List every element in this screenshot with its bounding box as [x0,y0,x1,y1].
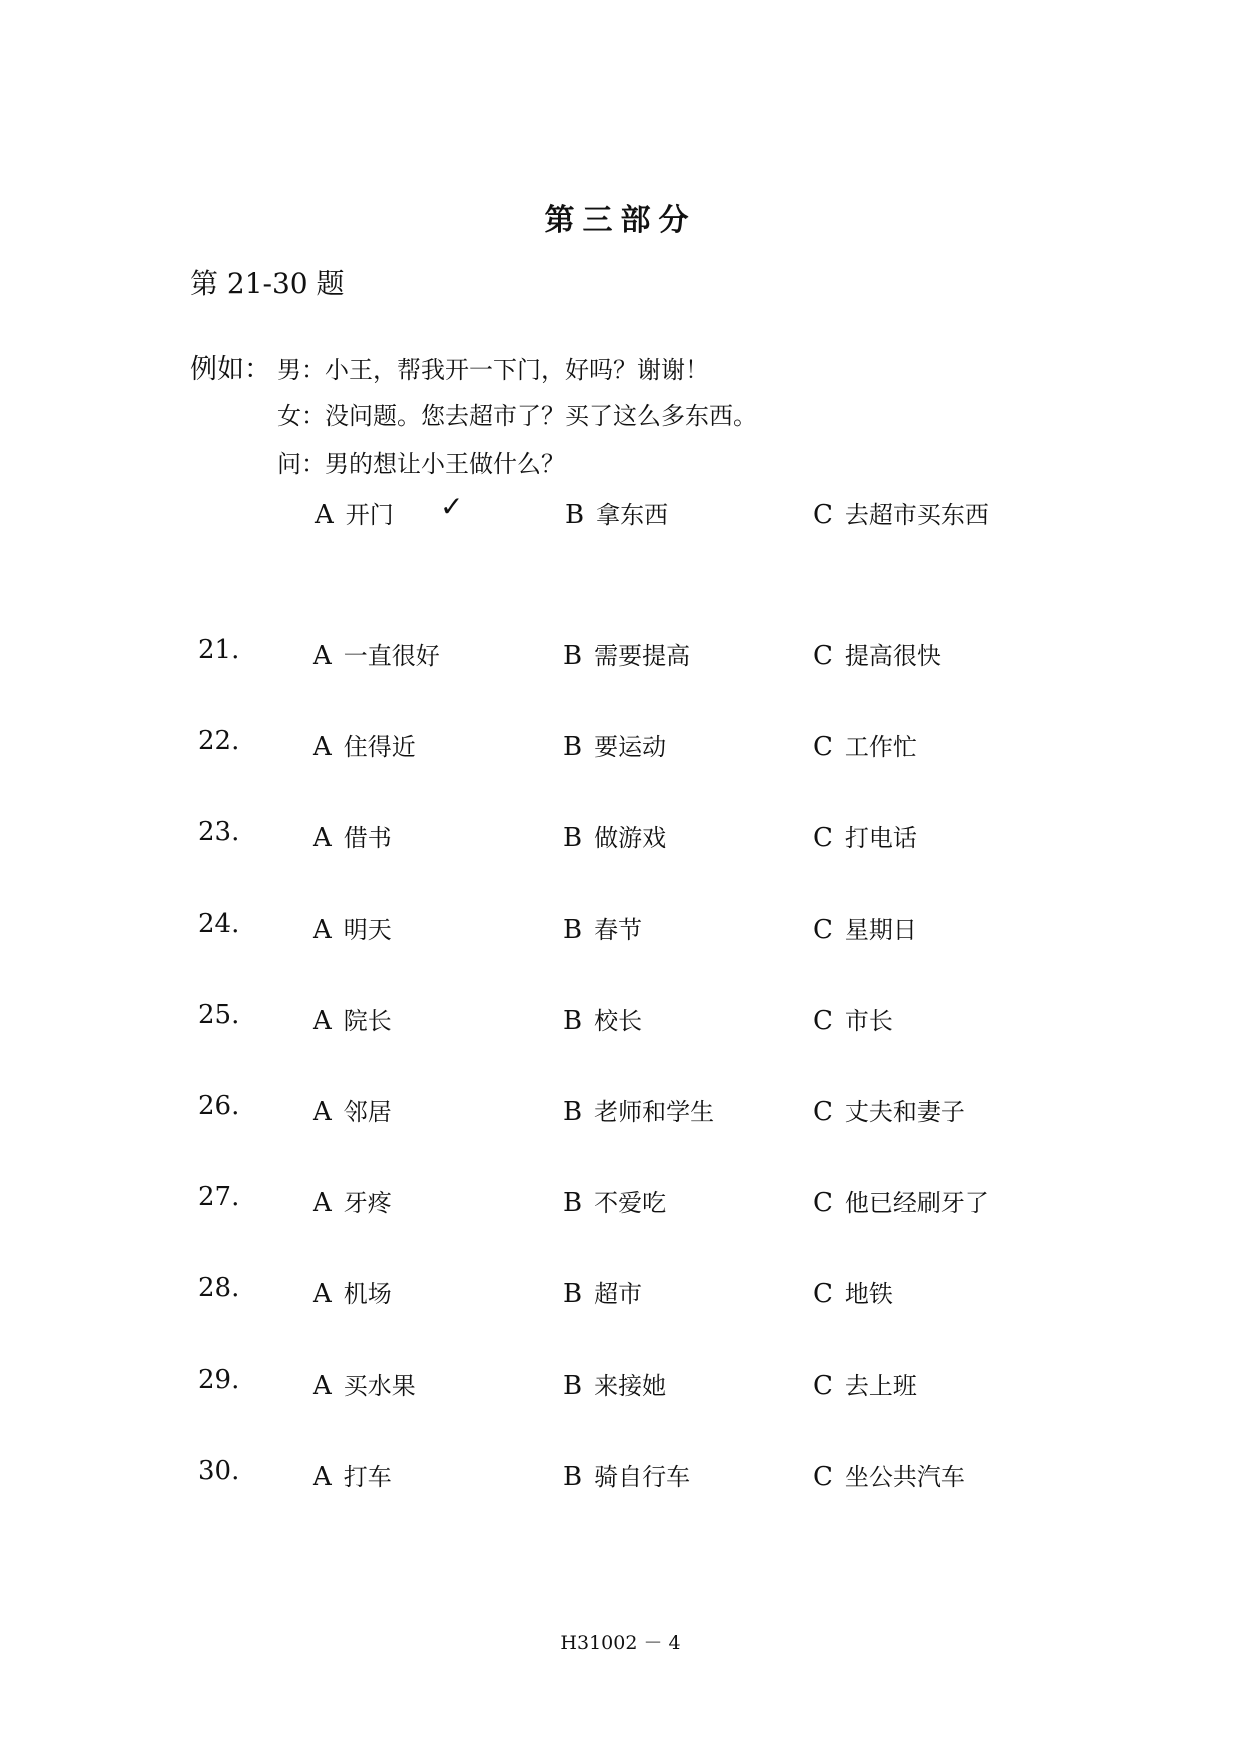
question-number: 30. [198,1456,240,1486]
option-letter: B [563,1371,583,1401]
option-letter: A [313,1279,332,1309]
option-letter: A [313,641,332,671]
answer-option-a [313,1092,392,1127]
option-letter: B [563,1097,583,1127]
option-letter: B [565,500,585,530]
question-number: 23. [198,817,240,847]
answer-option-a [313,818,392,853]
option-letter: B [563,915,583,945]
check-mark-icon: ✓ [440,490,464,523]
answer-option-c [813,1274,893,1309]
answer-option-a [313,910,392,945]
option-text: 丈夫和妻子 [844,1098,965,1126]
answer-option-c [813,1366,917,1401]
option-text: 买水果 [343,1372,416,1400]
option-text: 打电话 [844,824,917,852]
option-text: 老师和学生 [594,1098,715,1126]
answer-option-c [813,910,917,945]
answer-option-c [813,636,941,671]
answer-option-b [563,818,666,853]
section-title: 第三部分 [544,203,697,238]
answer-option-a [313,1366,416,1401]
option-text: 提高很快 [844,642,941,670]
option-text: 需要提高 [594,642,691,670]
option-letter: A [313,732,332,762]
answer-option-a [313,1274,392,1309]
answer-option-b [563,1274,642,1309]
option-letter: B [563,732,583,762]
option-text: 牙疼 [343,1189,392,1217]
option-text: 院长 [343,1007,392,1035]
example-option-b [565,495,668,530]
option-text: 去上班 [844,1372,917,1400]
option-text: 春节 [594,916,643,944]
option-text: 他已经刷牙了 [844,1189,989,1217]
option-text: 去超市买东西 [844,501,989,529]
answer-option-c [813,1457,965,1492]
example-label: 例如： [190,354,271,385]
question-number: 22. [198,726,240,756]
option-text: 地铁 [844,1280,893,1308]
answer-option-a [313,1001,392,1036]
option-letter: C [813,1188,833,1218]
option-text: 拿东西 [596,501,669,529]
option-text: 要运动 [594,733,667,761]
option-letter: A [313,823,332,853]
option-letter: C [813,1371,833,1401]
answer-option-c [813,1092,965,1127]
option-text: 校长 [594,1007,643,1035]
option-text: 明天 [343,916,392,944]
answer-option-b [563,910,642,945]
answer-option-a [313,727,416,762]
answer-option-b [563,1001,642,1036]
option-letter: B [563,1279,583,1309]
option-text: 开门 [345,501,394,529]
option-letter: B [563,823,583,853]
answer-option-b [563,1366,666,1401]
option-text: 工作忙 [844,733,917,761]
question-number: 26. [198,1091,240,1121]
option-letter: A [315,500,334,530]
option-letter: A [313,1462,332,1492]
answer-option-c [813,1183,989,1218]
option-letter: C [813,1097,833,1127]
answer-option-c [813,818,917,853]
question-number: 28. [198,1273,240,1303]
option-letter: C [813,823,833,853]
answer-option-b [563,1457,690,1492]
option-letter: A [313,1006,332,1036]
option-text: 来接她 [594,1372,667,1400]
option-letter: A [313,915,332,945]
option-letter: C [813,1006,833,1036]
option-letter: C [813,915,833,945]
question-number: 29. [198,1365,240,1395]
option-text: 住得近 [343,733,416,761]
option-letter: C [813,641,833,671]
option-letter: A [313,1188,332,1218]
option-text: 市长 [844,1007,893,1035]
option-letter: C [813,732,833,762]
answer-option-b [563,1092,714,1127]
option-letter: B [563,1188,583,1218]
example-question: 问：男的想让小王做什么？ [277,450,565,478]
option-letter: A [313,1371,332,1401]
answer-option-b [563,727,666,762]
option-text: 坐公共汽车 [844,1463,965,1491]
answer-option-c [813,1001,893,1036]
answer-option-b [563,1183,666,1218]
option-text: 星期日 [844,916,917,944]
option-letter: C [813,1279,833,1309]
option-text: 打车 [343,1463,392,1491]
example-option-a [315,495,394,530]
answer-option-a [313,1457,392,1492]
option-text: 不爱吃 [594,1189,667,1217]
option-letter: C [813,1462,833,1492]
page-footer: H31002 － 4 [560,1632,681,1654]
option-text: 邻居 [343,1098,392,1126]
question-number: 25. [198,1000,240,1030]
example-dialog-woman: 女：没问题。您去超市了？买了这么多东西。 [277,402,757,430]
example-option-c [813,495,989,530]
option-text: 超市 [594,1280,643,1308]
answer-option-b [563,636,690,671]
example-dialog-man: 男：小王，帮我开一下门，好吗？谢谢！ [277,356,709,384]
question-number: 24. [198,909,240,939]
option-letter: C [813,500,833,530]
option-letter: B [563,641,583,671]
option-text: 一直很好 [343,642,440,670]
question-number: 27. [198,1182,240,1212]
option-letter: A [313,1097,332,1127]
option-text: 骑自行车 [594,1463,691,1491]
question-number: 21. [198,635,240,665]
option-text: 借书 [343,824,392,852]
option-text: 机场 [343,1280,392,1308]
option-letter: B [563,1006,583,1036]
option-text: 做游戏 [594,824,667,852]
option-letter: B [563,1462,583,1492]
question-range: 第 21-30 题 [190,267,345,300]
answer-option-a [313,636,440,671]
answer-option-a [313,1183,392,1218]
answer-option-c [813,727,917,762]
